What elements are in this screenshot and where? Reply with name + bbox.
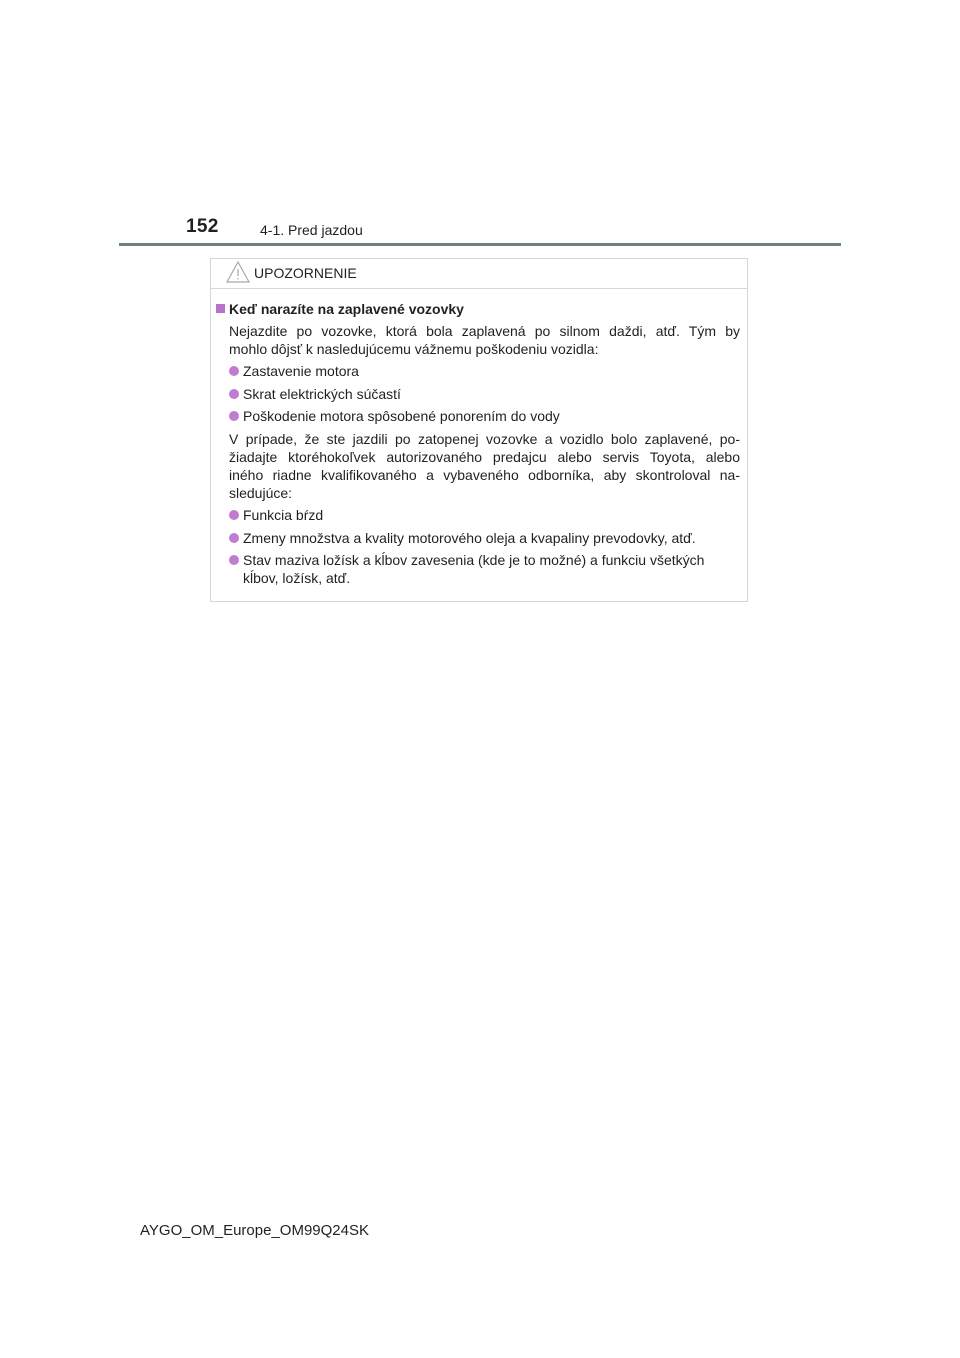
header-rule bbox=[119, 243, 841, 246]
bullet-dot-icon bbox=[229, 389, 239, 399]
followup-line: iného riadne kvalifikovaného a vybaveného odborníka, aby skontroloval na- bbox=[229, 467, 740, 483]
list-item: Stav maziva ložísk a kĺbov zavesenia (kde je to možné) a funkciu všetkých kĺbov, ložísk, atď. bbox=[229, 551, 741, 587]
page-number: 152 bbox=[186, 216, 219, 237]
list-item: Poškodenie motora spôsobené ponorením do vody bbox=[229, 407, 747, 425]
bullet-dot-icon bbox=[229, 555, 239, 565]
followup-line: žiadajte ktoréhokoľvek autorizovaného predajcu alebo servis Toyota, alebo bbox=[229, 449, 740, 465]
followup-line: V prípade, že ste jazdili po zatopenej vozovke a vozidlo bolo zaplavené, po- bbox=[229, 431, 740, 447]
bullet-dot-icon bbox=[229, 533, 239, 543]
list-item: Skrat elektrických súčastí bbox=[229, 385, 747, 403]
followup-line: sledujúce: bbox=[229, 485, 293, 501]
followup-paragraph bbox=[229, 430, 740, 502]
warning-box bbox=[210, 258, 748, 602]
bullet-dot-icon bbox=[229, 366, 239, 376]
warning-heading-text: Keď narazíte na zaplavené vozovky bbox=[229, 301, 464, 317]
warning-label: UPOZORNENIE bbox=[254, 265, 357, 281]
bullet-dot-icon bbox=[229, 510, 239, 520]
warning-header bbox=[211, 259, 747, 289]
bullet-dot-icon bbox=[229, 411, 239, 421]
square-bullet-icon bbox=[216, 304, 225, 313]
section-title: 4-1. Pred jazdou bbox=[260, 222, 363, 238]
intro-line: Nejazdite po vozovke, ktorá bola zaplavená po silnom daždi, atď. Tým by bbox=[229, 323, 740, 339]
warning-triangle-icon bbox=[225, 260, 251, 284]
intro-line: mohlo dôjsť k nasledujúcemu vážnemu poškodeniu vozidla: bbox=[229, 341, 599, 357]
warning-heading bbox=[216, 301, 464, 317]
list-item: Zmeny množstva a kvality motorového oleja a kvapaliny prevodovky, atď. bbox=[229, 529, 747, 547]
list-item: Zastavenie motora bbox=[229, 362, 747, 380]
list-item: Funkcia bŕzd bbox=[229, 506, 747, 524]
intro-paragraph bbox=[229, 322, 740, 358]
document-code: AYGO_OM_Europe_OM99Q24SK bbox=[140, 1222, 369, 1239]
